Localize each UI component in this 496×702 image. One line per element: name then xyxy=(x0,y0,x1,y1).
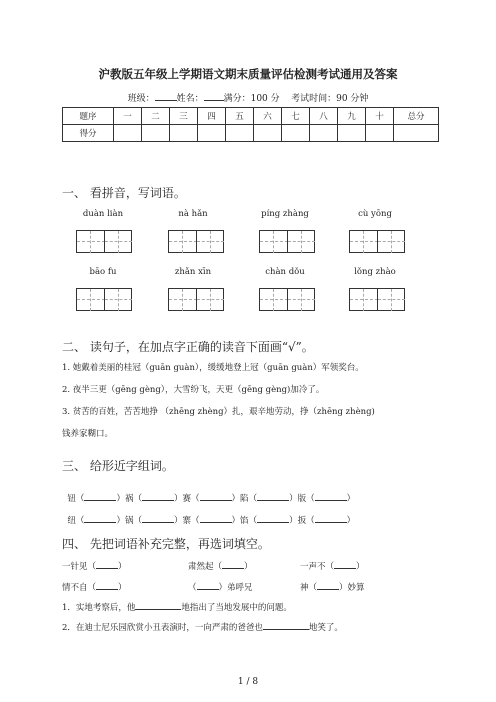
score-table-score-row xyxy=(63,125,439,142)
pinyin-label: chàn dǒu xyxy=(265,267,305,277)
idiom-item xyxy=(62,580,127,593)
idiom-item xyxy=(300,580,365,593)
character: 陷 xyxy=(240,494,249,504)
character: 纽 xyxy=(67,516,76,526)
fill-question xyxy=(62,620,343,633)
pinyin-label: zhǎn xīn xyxy=(174,267,212,277)
exam-info xyxy=(0,91,496,104)
section-3-heading: 三、 给形近字组词。 xyxy=(62,459,174,473)
score-header-cell: 四 xyxy=(198,108,226,125)
writing-grid[interactable] xyxy=(76,288,132,311)
answer-blank[interactable] xyxy=(200,491,232,501)
answer-blank[interactable] xyxy=(317,580,339,590)
idiom-item xyxy=(300,559,365,572)
idiom-item xyxy=(62,559,127,572)
class-label: 班级： xyxy=(127,94,155,104)
score-header-cell: 七 xyxy=(282,108,310,125)
document-title: 沪教版五年级上学期语文期末质量评估检测考试通用及答案 xyxy=(98,67,398,81)
question-line: 2. 夜半三更（gēng gèng），大雪纷飞，天更（gēng gèng)加冷了。 xyxy=(62,385,325,395)
writing-grid[interactable] xyxy=(259,230,315,253)
answer-blank[interactable] xyxy=(315,491,347,501)
character: 锅 xyxy=(124,516,134,526)
section-1-heading: 一、 看拼音，写词语。 xyxy=(62,186,186,200)
answer-blank[interactable] xyxy=(84,491,116,501)
class-blank[interactable] xyxy=(155,91,177,101)
answer-blank[interactable] xyxy=(135,600,181,610)
name-blank[interactable] xyxy=(204,91,224,101)
question-text: 地笑了。 xyxy=(308,623,343,633)
idiom-text: 神（ xyxy=(300,583,318,593)
score-header-cell: 二 xyxy=(142,108,170,125)
pinyin-label: nà hǎn xyxy=(178,209,208,219)
idiom-text: ） xyxy=(118,562,127,572)
character: 版 xyxy=(297,494,307,504)
time-label: 考试时间：90 分钟 xyxy=(291,94,369,104)
answer-blank[interactable] xyxy=(142,491,174,501)
character: 扳 xyxy=(297,516,307,526)
name-label: 姓名： xyxy=(176,94,204,104)
score-table-header-row xyxy=(63,108,439,125)
writing-grid[interactable] xyxy=(168,288,224,311)
pinyin-label: lǒng zhào xyxy=(354,267,396,277)
score-label: 满分：100 分 xyxy=(223,94,280,104)
idiom-text: 一声不（ xyxy=(300,562,335,572)
writing-grid[interactable] xyxy=(349,230,405,253)
word-row: 钮（ ）祸（ ）赛（ ）陷（ ）版（ ） xyxy=(62,481,355,504)
character: 祸 xyxy=(124,494,134,504)
answer-blank[interactable] xyxy=(142,513,174,523)
score-cell[interactable] xyxy=(394,125,439,142)
question-line: 钱养家糊口。 xyxy=(62,429,114,439)
pinyin-label: duàn liàn xyxy=(82,209,124,219)
score-cell[interactable] xyxy=(226,125,254,142)
score-header-cell: 总分 xyxy=(394,108,439,125)
score-cell[interactable] xyxy=(170,125,198,142)
score-cell[interactable] xyxy=(142,125,170,142)
writing-grid[interactable] xyxy=(168,230,224,253)
score-cell[interactable] xyxy=(366,125,394,142)
page-number: 1 / 8 xyxy=(237,677,259,687)
score-row-label: 得分 xyxy=(63,125,114,142)
idiom-text: 一针见（ xyxy=(62,562,97,572)
writing-grid[interactable] xyxy=(349,288,405,311)
score-header-cell: 九 xyxy=(338,108,366,125)
idiom-text: ）妙算 xyxy=(339,583,365,593)
question-text: 1．实地考察后，他 xyxy=(62,603,136,613)
score-header-cell: 十 xyxy=(366,108,394,125)
score-header-cell: 三 xyxy=(170,108,198,125)
question-text: 2．在迪士尼乐园欣赏小丑表演时，一向严肃的爸爸也 xyxy=(62,623,263,633)
character: 馅 xyxy=(240,516,249,526)
pinyin-label: píng zhàng xyxy=(261,209,309,219)
section-2-heading: 二、 读句子，在加点字正确的读音下面画“√”。 xyxy=(62,340,314,354)
score-cell[interactable] xyxy=(114,125,142,142)
idiom-text: （ xyxy=(188,583,197,593)
idiom-text: ） xyxy=(356,562,365,572)
score-table xyxy=(62,107,439,142)
answer-blank[interactable] xyxy=(96,580,118,590)
character: 钮 xyxy=(67,494,76,504)
answer-blank[interactable] xyxy=(257,513,289,523)
section-4-heading: 四、 先把词语补充完整，再选词填空。 xyxy=(62,537,270,551)
character: 赛 xyxy=(182,494,192,504)
answer-blank[interactable] xyxy=(84,513,116,523)
score-cell[interactable] xyxy=(254,125,282,142)
answer-blank[interactable] xyxy=(334,559,356,569)
score-header-cell: 六 xyxy=(254,108,282,125)
idiom-text: ）弟呼兄 xyxy=(218,583,253,593)
writing-grid[interactable] xyxy=(259,288,315,311)
answer-blank[interactable] xyxy=(197,580,219,590)
idiom-item xyxy=(188,559,253,572)
answer-blank[interactable] xyxy=(315,513,347,523)
score-header-cell: 五 xyxy=(226,108,254,125)
answer-blank[interactable] xyxy=(257,491,289,501)
score-cell[interactable] xyxy=(338,125,366,142)
score-header-cell: 八 xyxy=(310,108,338,125)
fill-question xyxy=(62,600,292,613)
question-text: 地指出了当地发展中的问题。 xyxy=(181,603,292,613)
score-cell[interactable] xyxy=(282,125,310,142)
score-header-cell: 一 xyxy=(114,108,142,125)
score-header-cell: 题序 xyxy=(63,108,114,125)
question-line: 1. 她戴着美丽的桂冠（guān guàn），缓缓地登上冠（guān guàn）军领奖台。 xyxy=(62,363,364,373)
idiom-item xyxy=(188,580,253,593)
score-cell[interactable] xyxy=(310,125,338,142)
idiom-text: ） xyxy=(244,562,253,572)
word-row: 纽（ ）锅（ ）寨（ ）馅（ ）扳（ ） xyxy=(62,503,355,526)
question-line: 3. 贫苦的百姓，苦苦地挣 （zhēng zhèng）扎，艰辛地劳动，挣（zhēng zhèng) xyxy=(62,407,375,417)
answer-blank[interactable] xyxy=(200,513,232,523)
writing-grid[interactable] xyxy=(76,230,132,253)
character: 寨 xyxy=(182,516,192,526)
pinyin-label: cù yōng xyxy=(358,209,392,219)
pinyin-label: bāo fu xyxy=(89,267,117,277)
idiom-text: 肃然起（ xyxy=(188,562,223,572)
answer-blank[interactable] xyxy=(96,559,118,569)
score-cell[interactable] xyxy=(198,125,226,142)
answer-blank[interactable] xyxy=(263,620,309,630)
idiom-text: ） xyxy=(118,583,127,593)
idiom-text: 情不自（ xyxy=(62,583,97,593)
answer-blank[interactable] xyxy=(222,559,244,569)
